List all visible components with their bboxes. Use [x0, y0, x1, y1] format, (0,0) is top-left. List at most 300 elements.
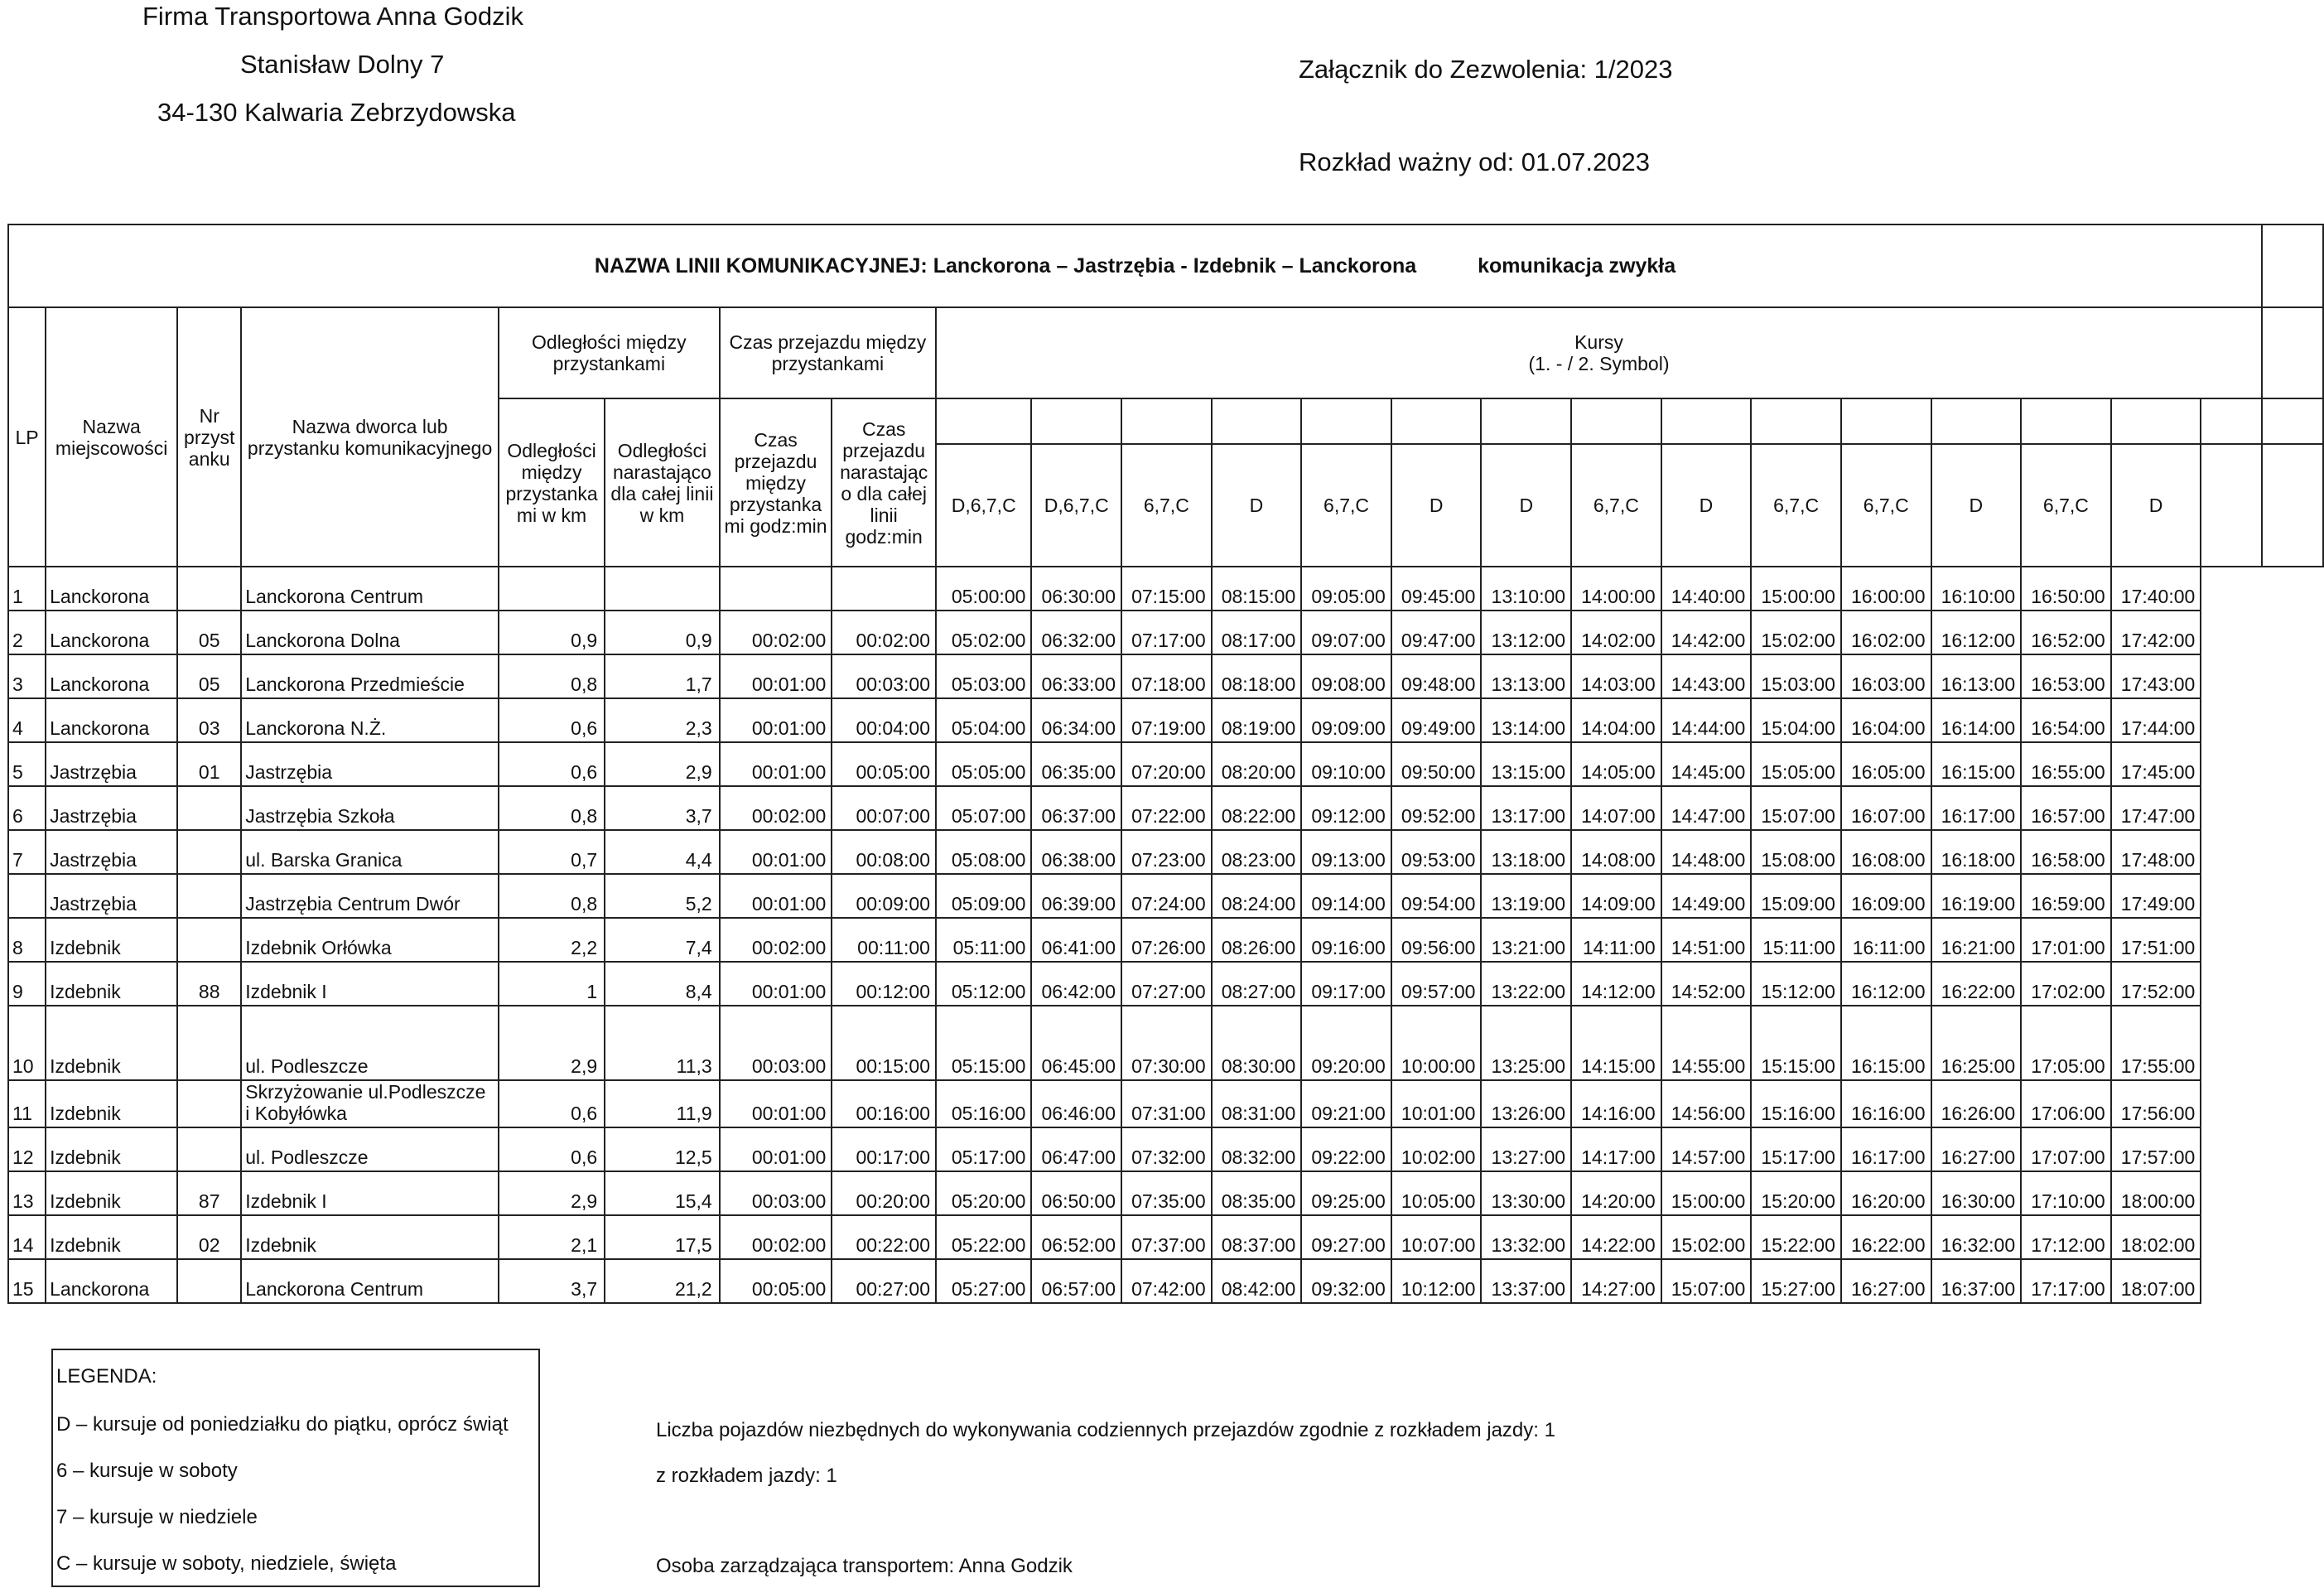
cell-departure-time: 15:02:00: [1751, 611, 1841, 654]
cell-stop-no: [177, 1259, 241, 1303]
cell-departure-time: 08:20:00: [1212, 742, 1302, 786]
blank-cell: [2111, 398, 2201, 444]
cell-time-between: 00:01:00: [720, 1127, 832, 1171]
timetable: [7, 224, 2324, 1304]
table-row: [8, 567, 2323, 611]
cell-departure-time: 13:19:00: [1481, 874, 1571, 918]
cell-departure-time: 16:15:00: [1931, 742, 2022, 786]
cell-stop-name: Lanckorona Centrum: [241, 1259, 499, 1303]
course-symbol: 6,7,C: [1301, 444, 1391, 567]
cell-departure-time: 09:08:00: [1301, 654, 1391, 698]
blank-cell: [1301, 398, 1391, 444]
cell-departure-time: 15:02:00: [1661, 1215, 1752, 1259]
cell-departure-time: 09:10:00: [1301, 742, 1391, 786]
cell-departure-time: 14:40:00: [1661, 567, 1752, 611]
cell-departure-time: 14:55:00: [1661, 1006, 1752, 1080]
cell-departure-time: 16:13:00: [1931, 654, 2022, 698]
cell-departure-time: 17:48:00: [2111, 830, 2201, 874]
cell-distance-between: 0,6: [499, 1080, 605, 1127]
cell-departure-time: 14:17:00: [1571, 1127, 1661, 1171]
vehicles-note-2: z rozkładem jazdy: 1: [656, 1465, 837, 1487]
course-symbol: D,6,7,C: [1031, 444, 1121, 567]
cell-departure-time: 15:16:00: [1751, 1080, 1841, 1127]
cell-time-between: 00:02:00: [720, 1215, 832, 1259]
cell-departure-time: 07:22:00: [1121, 786, 1212, 830]
cell-departure-time: 14:09:00: [1571, 874, 1661, 918]
cell-departure-time: 08:17:00: [1212, 611, 1302, 654]
cell-departure-time: 09:22:00: [1301, 1127, 1391, 1171]
course-symbol: D: [1481, 444, 1571, 567]
cell-departure-time: 16:58:00: [2021, 830, 2111, 874]
timetable-body: [8, 567, 2323, 1303]
legend-box: [51, 1349, 540, 1587]
header-stop-name: Nazwa dworca lub przystanku komunikacyjnego: [241, 307, 499, 567]
legend-item: D – kursuje od poniedziałku do piątku, oprócz świąt: [56, 1413, 509, 1436]
table-row: [8, 918, 2323, 962]
cell-time-between: 00:01:00: [720, 830, 832, 874]
cell-town: Izdebnik: [46, 962, 177, 1006]
cell-departure-time: 17:43:00: [2111, 654, 2201, 698]
cell-departure-time: 09:47:00: [1391, 611, 1482, 654]
cell-departure-time: 13:12:00: [1481, 611, 1571, 654]
cell-departure-time: 09:27:00: [1301, 1215, 1391, 1259]
cell-departure-time: 08:37:00: [1212, 1215, 1302, 1259]
cell-time-between: 00:01:00: [720, 742, 832, 786]
cell-departure-time: 09:52:00: [1391, 786, 1482, 830]
symbol-blank: [2201, 444, 2262, 567]
header-time-group: Czas przejazdu między przystankami: [720, 307, 936, 398]
blank-cell: [1031, 398, 1121, 444]
cell-departure-time: 05:05:00: [936, 742, 1031, 786]
course-symbol: 6,7,C: [1121, 444, 1212, 567]
cell-departure-time: 16:18:00: [1931, 830, 2022, 874]
cell-stop-no: [177, 1127, 241, 1171]
cell-departure-time: 05:08:00: [936, 830, 1031, 874]
cell-departure-time: 16:22:00: [1841, 1215, 1931, 1259]
cell-stop-name: Izdebnik I: [241, 962, 499, 1006]
cell-departure-time: 15:17:00: [1751, 1127, 1841, 1171]
cell-distance-between: 0,8: [499, 654, 605, 698]
cell-departure-time: 08:24:00: [1212, 874, 1302, 918]
cell-distance-between: 0,6: [499, 698, 605, 742]
cell-departure-time: 14:48:00: [1661, 830, 1752, 874]
cell-departure-time: 09:14:00: [1301, 874, 1391, 918]
blank-cell: [2201, 398, 2262, 444]
cell-town: Lanckorona: [46, 1259, 177, 1303]
cell-departure-time: 07:37:00: [1121, 1215, 1212, 1259]
cell-departure-time: 05:02:00: [936, 611, 1031, 654]
cell-departure-time: 09:07:00: [1301, 611, 1391, 654]
course-symbol: 6,7,C: [1841, 444, 1931, 567]
cell-time-between: 00:01:00: [720, 962, 832, 1006]
cell-departure-time: 13:22:00: [1481, 962, 1571, 1006]
cell-departure-time: 17:10:00: [2021, 1171, 2111, 1215]
cell-departure-time: 16:27:00: [1931, 1127, 2022, 1171]
course-symbol: D: [2111, 444, 2201, 567]
cell-distance-cumulative: 8,4: [605, 962, 720, 1006]
cell-departure-time: 16:08:00: [1841, 830, 1931, 874]
cell-departure-time: 09:56:00: [1391, 918, 1482, 962]
cell-time-between: 00:05:00: [720, 1259, 832, 1303]
cell-departure-time: 05:09:00: [936, 874, 1031, 918]
cell-departure-time: 09:12:00: [1301, 786, 1391, 830]
cell-departure-time: 07:27:00: [1121, 962, 1212, 1006]
cell-departure-time: 16:03:00: [1841, 654, 1931, 698]
cell-time-cumulative: 00:16:00: [832, 1080, 936, 1127]
cell-stop-no: 05: [177, 611, 241, 654]
cell-departure-time: 08:31:00: [1212, 1080, 1302, 1127]
cell-departure-time: 07:26:00: [1121, 918, 1212, 962]
cell-lp: 1: [8, 567, 46, 611]
table-row: [8, 1215, 2323, 1259]
cell-departure-time: 14:05:00: [1571, 742, 1661, 786]
table-row: [8, 1127, 2323, 1171]
cell-stop-no: [177, 786, 241, 830]
company-street: Stanisław Dolny 7: [240, 50, 445, 79]
cell-departure-time: 05:07:00: [936, 786, 1031, 830]
cell-time-cumulative: 00:04:00: [832, 698, 936, 742]
cell-departure-time: 14:22:00: [1571, 1215, 1661, 1259]
cell-time-cumulative: 00:05:00: [832, 742, 936, 786]
cell-departure-time: 16:04:00: [1841, 698, 1931, 742]
cell-departure-time: 15:12:00: [1751, 962, 1841, 1006]
blank-cell: [2262, 398, 2323, 444]
cell-time-cumulative: 00:08:00: [832, 830, 936, 874]
cell-departure-time: 05:16:00: [936, 1080, 1031, 1127]
cell-departure-time: 16:53:00: [2021, 654, 2111, 698]
cell-departure-time: 08:19:00: [1212, 698, 1302, 742]
table-row: [8, 654, 2323, 698]
blank-cell: [1212, 398, 1302, 444]
cell-departure-time: 09:25:00: [1301, 1171, 1391, 1215]
cell-departure-time: 07:19:00: [1121, 698, 1212, 742]
cell-distance-between: 2,2: [499, 918, 605, 962]
cell-stop-no: 88: [177, 962, 241, 1006]
cell-lp: [8, 874, 46, 918]
cell-departure-time: 05:04:00: [936, 698, 1031, 742]
cell-departure-time: 13:21:00: [1481, 918, 1571, 962]
cell-departure-time: 17:55:00: [2111, 1006, 2201, 1080]
cell-departure-time: 09:50:00: [1391, 742, 1482, 786]
cell-departure-time: 14:02:00: [1571, 611, 1661, 654]
header-courses: [936, 307, 2262, 398]
cell-departure-time: 16:21:00: [1931, 918, 2022, 962]
cell-departure-time: 14:56:00: [1661, 1080, 1752, 1127]
blank-cell: [1121, 398, 1212, 444]
header-distance-cumulative: Odległości narastająco dla całej linii w km: [605, 398, 720, 567]
cell-departure-time: 06:37:00: [1031, 786, 1121, 830]
cell-departure-time: 14:08:00: [1571, 830, 1661, 874]
legend-item: C – kursuje w soboty, niedziele, święta: [56, 1552, 397, 1575]
cell-stop-no: [177, 918, 241, 962]
cell-lp: 4: [8, 698, 46, 742]
cell-departure-time: 16:52:00: [2021, 611, 2111, 654]
cell-departure-time: 14:49:00: [1661, 874, 1752, 918]
course-symbol: 6,7,C: [2021, 444, 2111, 567]
company-city: 34-130 Kalwaria Zebrzydowska: [157, 98, 516, 127]
cell-distance-between: 1: [499, 962, 605, 1006]
course-symbol: D,6,7,C: [936, 444, 1031, 567]
cell-departure-time: 15:07:00: [1751, 786, 1841, 830]
cell-stop-no: [177, 874, 241, 918]
cell-distance-cumulative: 21,2: [605, 1259, 720, 1303]
cell-departure-time: 13:14:00: [1481, 698, 1571, 742]
cell-departure-time: 06:30:00: [1031, 567, 1121, 611]
cell-departure-time: 16:12:00: [1931, 611, 2022, 654]
course-symbol: D: [1391, 444, 1482, 567]
cell-departure-time: 16:20:00: [1841, 1171, 1931, 1215]
cell-departure-time: 09:13:00: [1301, 830, 1391, 874]
cell-departure-time: 13:25:00: [1481, 1006, 1571, 1080]
cell-departure-time: 05:17:00: [936, 1127, 1031, 1171]
cell-distance-between: 2,9: [499, 1006, 605, 1080]
cell-departure-time: 14:11:00: [1571, 918, 1661, 962]
cell-departure-time: 07:42:00: [1121, 1259, 1212, 1303]
cell-departure-time: 13:15:00: [1481, 742, 1571, 786]
cell-departure-time: 06:41:00: [1031, 918, 1121, 962]
legend-item: 7 – kursuje w niedziele: [56, 1506, 258, 1528]
cell-departure-time: 17:01:00: [2021, 918, 2111, 962]
cell-departure-time: 05:15:00: [936, 1006, 1031, 1080]
cell-departure-time: 16:26:00: [1931, 1080, 2022, 1127]
cell-departure-time: 05:27:00: [936, 1259, 1031, 1303]
cell-stop-name: Lanckorona Centrum: [241, 567, 499, 611]
cell-departure-time: 07:32:00: [1121, 1127, 1212, 1171]
cell-distance-cumulative: 3,7: [605, 786, 720, 830]
cell-departure-time: 06:45:00: [1031, 1006, 1121, 1080]
cell-stop-name: ul. Podleszcze: [241, 1006, 499, 1080]
cell-departure-time: 17:02:00: [2021, 962, 2111, 1006]
cell-departure-time: 17:51:00: [2111, 918, 2201, 962]
cell-departure-time: 15:07:00: [1661, 1259, 1752, 1303]
cell-stop-no: [177, 1006, 241, 1080]
cell-departure-time: 10:07:00: [1391, 1215, 1482, 1259]
header-distance-between: Odległości między przystanka mi w km: [499, 398, 605, 567]
cell-departure-time: 16:15:00: [1841, 1006, 1931, 1080]
blank-cell: [936, 398, 1031, 444]
cell-lp: 13: [8, 1171, 46, 1215]
header-time-cumulative: Czas przejazdu narastając o dla całej linii godz:min: [832, 398, 936, 567]
cell-town: Lanckorona: [46, 567, 177, 611]
cell-departure-time: 17:56:00: [2111, 1080, 2201, 1127]
line-title: NAZWA LINII KOMUNIKACYJNEJ: Lanckorona – Jastrzębia - Izdebnik – Lanckorona: [594, 254, 1417, 278]
cell-stop-no: 87: [177, 1171, 241, 1215]
cell-departure-time: 18:02:00: [2111, 1215, 2201, 1259]
cell-lp: 8: [8, 918, 46, 962]
legend-item: 6 – kursuje w soboty: [56, 1460, 238, 1482]
cell-departure-time: 06:39:00: [1031, 874, 1121, 918]
cell-departure-time: 16:02:00: [1841, 611, 1931, 654]
cell-departure-time: 08:42:00: [1212, 1259, 1302, 1303]
cell-departure-time: 06:32:00: [1031, 611, 1121, 654]
cell-distance-cumulative: 11,3: [605, 1006, 720, 1080]
table-row: [8, 1006, 2323, 1080]
cell-departure-time: 07:20:00: [1121, 742, 1212, 786]
cell-departure-time: 07:17:00: [1121, 611, 1212, 654]
cell-departure-time: 06:34:00: [1031, 698, 1121, 742]
cell-stop-name: Skrzyżowanie ul.Podleszcze i Kobyłówka: [241, 1080, 499, 1127]
cell-departure-time: 15:00:00: [1661, 1171, 1752, 1215]
cell-departure-time: 16:37:00: [1931, 1259, 2022, 1303]
cell-departure-time: 08:27:00: [1212, 962, 1302, 1006]
cell-town: Izdebnik: [46, 1127, 177, 1171]
blank-cell: [1751, 398, 1841, 444]
cell-departure-time: 09:17:00: [1301, 962, 1391, 1006]
cell-time-cumulative: 00:02:00: [832, 611, 936, 654]
cell-departure-time: 13:17:00: [1481, 786, 1571, 830]
cell-stop-name: Jastrzębia Centrum Dwór: [241, 874, 499, 918]
cell-departure-time: 06:42:00: [1031, 962, 1121, 1006]
table-row: [8, 698, 2323, 742]
cell-departure-time: 16:05:00: [1841, 742, 1931, 786]
cell-town: Izdebnik: [46, 1215, 177, 1259]
cell-departure-time: 05:00:00: [936, 567, 1031, 611]
cell-town: Jastrzębia: [46, 874, 177, 918]
header-stop-no: Nr przyst anku: [177, 307, 241, 567]
cell-stop-no: 05: [177, 654, 241, 698]
cell-departure-time: 17:57:00: [2111, 1127, 2201, 1171]
cell-time-cumulative: 00:11:00: [832, 918, 936, 962]
cell-departure-time: 07:24:00: [1121, 874, 1212, 918]
cell-departure-time: 18:07:00: [2111, 1259, 2201, 1303]
cell-departure-time: 16:11:00: [1841, 918, 1931, 962]
cell-stop-name: Jastrzębia Szkoła: [241, 786, 499, 830]
cell-town: Lanckorona: [46, 698, 177, 742]
cell-time-between: 00:01:00: [720, 874, 832, 918]
cell-departure-time: 15:20:00: [1751, 1171, 1841, 1215]
cell-departure-time: 16:17:00: [1841, 1127, 1931, 1171]
cell-stop-name: Jastrzębia: [241, 742, 499, 786]
cell-stop-name: Lanckorona Dolna: [241, 611, 499, 654]
cell-departure-time: 17:47:00: [2111, 786, 2201, 830]
blank-cell: [1571, 398, 1661, 444]
cell-departure-time: 07:31:00: [1121, 1080, 1212, 1127]
cell-departure-time: 16:07:00: [1841, 786, 1931, 830]
cell-departure-time: 14:44:00: [1661, 698, 1752, 742]
table-row: [8, 1171, 2323, 1215]
cell-departure-time: 08:32:00: [1212, 1127, 1302, 1171]
table-row: [8, 611, 2323, 654]
cell-lp: 6: [8, 786, 46, 830]
cell-departure-time: 16:50:00: [2021, 567, 2111, 611]
cell-distance-cumulative: 1,7: [605, 654, 720, 698]
header-right-cell: [2262, 307, 2323, 398]
cell-stop-name: Lanckorona Przedmieście: [241, 654, 499, 698]
cell-departure-time: 14:20:00: [1571, 1171, 1661, 1215]
cell-departure-time: 07:30:00: [1121, 1006, 1212, 1080]
cell-departure-time: 14:00:00: [1571, 567, 1661, 611]
attachment-label: Załącznik do Zezwolenia: 1/2023: [1299, 55, 1673, 84]
cell-time-cumulative: 00:17:00: [832, 1127, 936, 1171]
cell-departure-time: 14:15:00: [1571, 1006, 1661, 1080]
table-row: [8, 830, 2323, 874]
cell-departure-time: 14:45:00: [1661, 742, 1752, 786]
cell-stop-name: ul. Barska Granica: [241, 830, 499, 874]
blank-cell: [2021, 398, 2111, 444]
cell-departure-time: 07:35:00: [1121, 1171, 1212, 1215]
cell-distance-between: 0,6: [499, 742, 605, 786]
cell-distance-cumulative: 7,4: [605, 918, 720, 962]
cell-time-cumulative: 00:09:00: [832, 874, 936, 918]
line-type: komunikacja zwykła: [1478, 254, 1676, 278]
cell-departure-time: 15:22:00: [1751, 1215, 1841, 1259]
course-symbol: 6,7,C: [1751, 444, 1841, 567]
cell-town: Izdebnik: [46, 1171, 177, 1215]
cell-departure-time: 16:32:00: [1931, 1215, 2022, 1259]
cell-departure-time: 05:20:00: [936, 1171, 1031, 1215]
cell-departure-time: 17:42:00: [2111, 611, 2201, 654]
cell-departure-time: 13:27:00: [1481, 1127, 1571, 1171]
cell-departure-time: 16:00:00: [1841, 567, 1931, 611]
cell-lp: 2: [8, 611, 46, 654]
cell-departure-time: 16:10:00: [1931, 567, 2022, 611]
cell-distance-cumulative: 15,4: [605, 1171, 720, 1215]
cell-time-between: 00:01:00: [720, 654, 832, 698]
cell-lp: 14: [8, 1215, 46, 1259]
cell-departure-time: 15:00:00: [1751, 567, 1841, 611]
cell-departure-time: 06:57:00: [1031, 1259, 1121, 1303]
cell-lp: 3: [8, 654, 46, 698]
cell-stop-no: [177, 830, 241, 874]
cell-departure-time: 14:43:00: [1661, 654, 1752, 698]
cell-time-between: 00:02:00: [720, 918, 832, 962]
cell-departure-time: 13:30:00: [1481, 1171, 1571, 1215]
cell-stop-no: 01: [177, 742, 241, 786]
cell-departure-time: 10:05:00: [1391, 1171, 1482, 1215]
course-symbol: 6,7,C: [1571, 444, 1661, 567]
cell-departure-time: 08:30:00: [1212, 1006, 1302, 1080]
header-lp: LP: [8, 307, 46, 567]
cell-time-cumulative: 00:22:00: [832, 1215, 936, 1259]
cell-distance-between: 0,8: [499, 786, 605, 830]
cell-lp: 12: [8, 1127, 46, 1171]
cell-town: Jastrzębia: [46, 742, 177, 786]
cell-departure-time: 15:04:00: [1751, 698, 1841, 742]
cell-departure-time: 14:12:00: [1571, 962, 1661, 1006]
cell-stop-no: 02: [177, 1215, 241, 1259]
symbol-blank: [2262, 444, 2323, 567]
cell-departure-time: 09:21:00: [1301, 1080, 1391, 1127]
cell-distance-between: 2,1: [499, 1215, 605, 1259]
cell-departure-time: 15:27:00: [1751, 1259, 1841, 1303]
cell-departure-time: 10:00:00: [1391, 1006, 1482, 1080]
cell-departure-time: 14:51:00: [1661, 918, 1752, 962]
cell-departure-time: 15:09:00: [1751, 874, 1841, 918]
cell-departure-time: 14:07:00: [1571, 786, 1661, 830]
table-row: [8, 786, 2323, 830]
cell-departure-time: 09:45:00: [1391, 567, 1482, 611]
cell-departure-time: 17:07:00: [2021, 1127, 2111, 1171]
header-town: Nazwa miejscowości: [46, 307, 177, 567]
cell-lp: 9: [8, 962, 46, 1006]
cell-departure-time: 10:01:00: [1391, 1080, 1482, 1127]
cell-departure-time: 17:44:00: [2111, 698, 2201, 742]
cell-stop-no: [177, 567, 241, 611]
cell-departure-time: 06:46:00: [1031, 1080, 1121, 1127]
cell-departure-time: 17:17:00: [2021, 1259, 2111, 1303]
cell-stop-name: Izdebnik: [241, 1215, 499, 1259]
cell-distance-cumulative: 11,9: [605, 1080, 720, 1127]
cell-lp: 11: [8, 1080, 46, 1127]
table-row: [8, 1080, 2323, 1127]
cell-time-between: 00:01:00: [720, 1080, 832, 1127]
cell-departure-time: 17:49:00: [2111, 874, 2201, 918]
cell-departure-time: 07:15:00: [1121, 567, 1212, 611]
cell-time-cumulative: 00:12:00: [832, 962, 936, 1006]
cell-time-between: 00:01:00: [720, 698, 832, 742]
cell-time-between: 00:03:00: [720, 1171, 832, 1215]
cell-departure-time: 14:52:00: [1661, 962, 1752, 1006]
